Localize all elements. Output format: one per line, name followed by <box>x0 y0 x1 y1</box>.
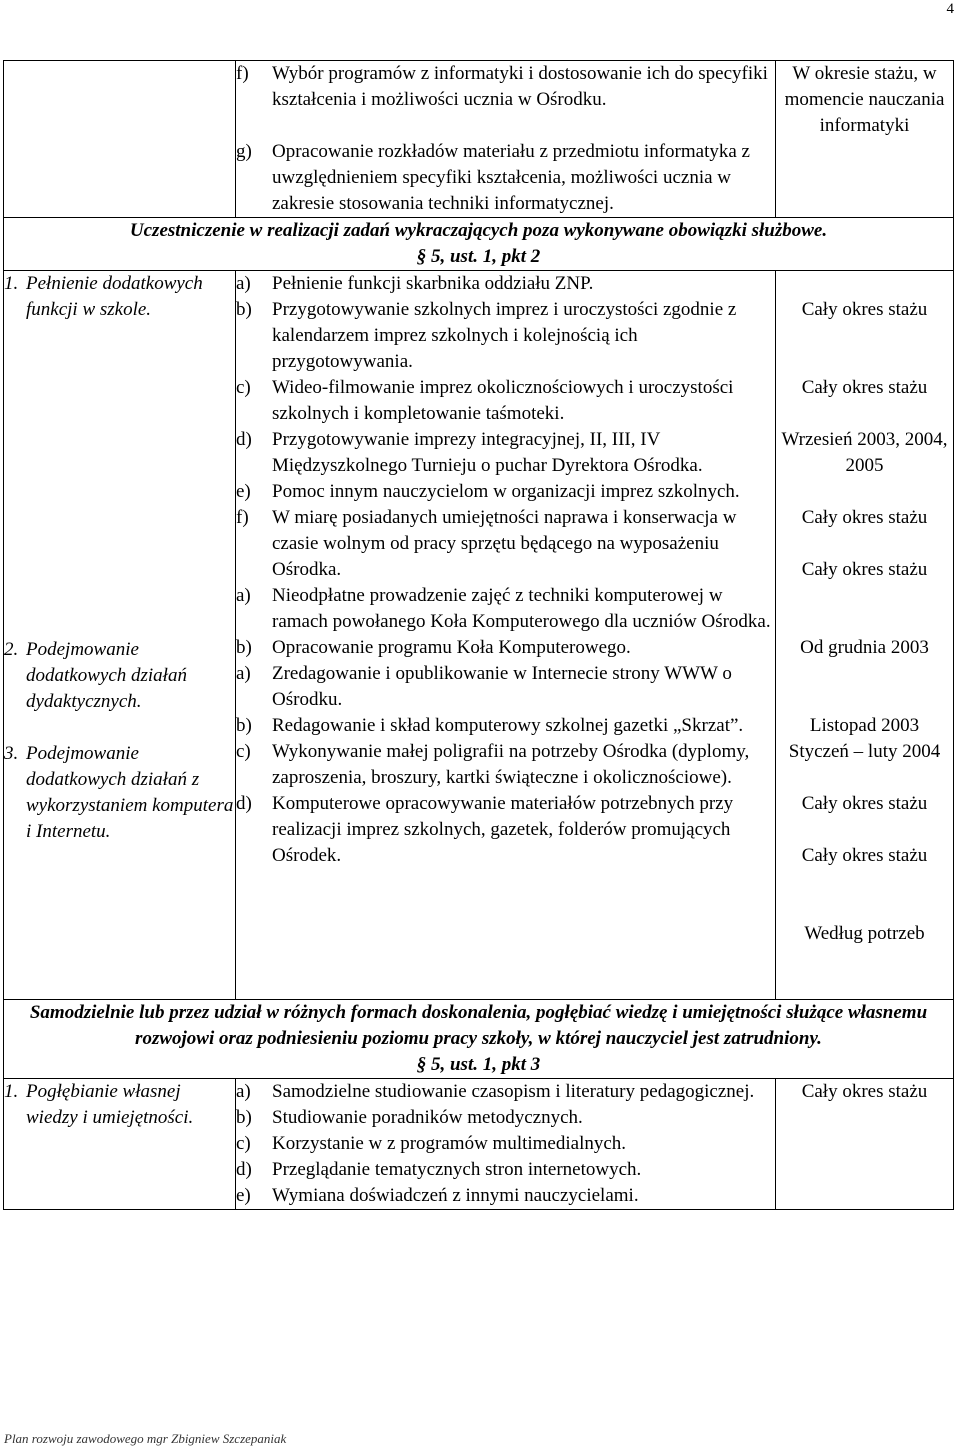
category-text: Podejmowanie dodatkowych działań z wykorzystaniem komputera i Internetu. <box>26 743 234 842</box>
task-text: Przygotowywanie szkolnych imprez i uroczystości zgodnie z kalendarzem imprez szkolnych i kolejnością ich przygotowywania. <box>272 299 737 372</box>
timeframe: Cały okres stażu <box>801 507 928 528</box>
timeframe: Cały okres stażu <box>801 793 928 814</box>
task-text: Opracowanie programu Koła Komputerowego. <box>272 637 631 658</box>
category-item <box>4 271 235 637</box>
task-text: Opracowanie rozkładów materiału z przedmiotu informatyka z uwzględnieniem specyfiki kształcenia, możliwości ucznia w zakresie stosowania techniki informatycznej. <box>272 141 750 214</box>
timeframe: Od grudnia 2003 <box>800 637 929 658</box>
continuation-category-cell <box>4 61 236 218</box>
task-letter: b) <box>236 637 252 658</box>
category-text: Pełnienie dodatkowych funkcji w szkole. <box>26 273 203 320</box>
task-item <box>236 635 775 661</box>
category-number: 1. <box>4 1081 19 1102</box>
task-letter: a) <box>236 1081 251 1102</box>
timeframe: Wrzesień 2003, 2004, 2005 <box>781 429 948 476</box>
task-text: Wymiana doświadczeń z innymi nauczycielami. <box>272 1185 639 1206</box>
task-letter: c) <box>236 377 251 398</box>
task-item <box>236 139 775 217</box>
task-item <box>236 661 775 713</box>
task-text: Nieodpłatne prowadzenie zajęć z techniki komputerowej w ramach powołanego Koła Komputerowego dla uczniów Ośrodka. <box>272 585 771 632</box>
section-title: Uczestniczenie w realizacji zadań wykraczających poza wykonywane obowiązki służbowe. <box>129 220 828 241</box>
section-header-row <box>4 1000 954 1079</box>
task-item <box>236 1157 775 1183</box>
task-letter: g) <box>236 141 252 162</box>
task-letter: a) <box>236 663 251 684</box>
category-number: 1. <box>4 273 19 294</box>
tasks-cell <box>236 1079 776 1210</box>
page-number: 4 <box>946 1 954 17</box>
task-letter: e) <box>236 1185 251 1206</box>
task-letter: f) <box>236 63 249 84</box>
category-item <box>4 1079 235 1131</box>
task-item <box>236 479 775 505</box>
task-letter: c) <box>236 1133 251 1154</box>
task-letter: b) <box>236 299 252 320</box>
timeframe: Cały okres stażu <box>801 299 928 320</box>
task-item <box>236 271 775 297</box>
task-text: Wideo-filmowanie imprez okolicznościowych i uroczystości szkolnych i kompletowanie taśmoteki. <box>272 377 734 424</box>
task-letter: a) <box>236 273 251 294</box>
task-item <box>236 61 775 113</box>
task-item <box>236 1105 775 1131</box>
document-footer: Plan rozwoju zawodowego mgr Zbigniew Szczepaniak <box>4 1431 287 1446</box>
section-content-row <box>4 271 954 1000</box>
task-letter: f) <box>236 507 249 528</box>
continuation-time-cell <box>776 61 954 218</box>
timeframe: Według potrzeb <box>804 923 925 944</box>
task-letter: c) <box>236 741 251 762</box>
task-item <box>236 375 775 427</box>
task-item <box>236 1131 775 1157</box>
category-item <box>4 637 235 741</box>
task-letter: a) <box>236 585 251 606</box>
category-number: 3. <box>4 743 19 764</box>
task-item <box>236 297 775 375</box>
task-text: Komputerowe opracowywanie materiałów potrzebnych przy realizacji imprez szkolnych, gazetek, folderów promujących Ośrodek. <box>272 793 734 866</box>
task-item <box>236 739 775 791</box>
timeframe: Listopad 2003 <box>809 715 920 736</box>
task-item <box>236 1183 775 1209</box>
timeframe: Cały okres stażu <box>801 377 928 398</box>
tasks-cell <box>236 271 776 1000</box>
task-item <box>236 583 775 635</box>
task-text: Studiowanie poradników metodycznych. <box>272 1107 583 1128</box>
category-cell <box>4 271 236 1000</box>
task-text: Pomoc innym nauczycielom w organizacji imprez szkolnych. <box>272 481 740 502</box>
task-text: Redagowanie i skład komputerowy szkolnej gazetki „Skrzat”. <box>272 715 744 736</box>
timeframe <box>776 271 953 297</box>
section-title: Samodzielnie lub przez udział w różnych formach doskonalenia, pogłębiać wiedzę i umiejętności służące własnemu rozwojowi oraz podniesieniu poziomu pracy szkoły, w której nauczyciel jest zatrudniony. <box>29 1002 928 1049</box>
timeframe-cell <box>776 271 954 1000</box>
task-text: Pełnienie funkcji skarbnika oddziału ZNP. <box>272 273 594 294</box>
timeframe: W okresie stażu, w momencie nauczania informatyki <box>784 63 945 136</box>
task-item <box>236 427 775 479</box>
section-content-row <box>4 1079 954 1210</box>
task-text: Korzystanie w z programów multimedialnych. <box>272 1133 627 1154</box>
section-header <box>4 1000 954 1079</box>
task-letter: b) <box>236 715 252 736</box>
continuation-tasks-cell <box>236 61 776 218</box>
timeframe-cell <box>776 1079 954 1210</box>
task-text: Przeglądanie tematycznych stron internetowych. <box>272 1159 642 1180</box>
section-header <box>4 218 954 271</box>
task-text: Przygotowywanie imprezy integracyjnej, II, III, IV Międzyszkolnego Turnieju o puchar Dyrektora Ośrodka. <box>272 429 703 476</box>
task-text: Samodzielne studiowanie czasopism i literatury pedagogicznej. <box>272 1081 755 1102</box>
timeframe: Styczeń – luty 2004 <box>788 741 941 762</box>
task-letter: b) <box>236 1107 252 1128</box>
task-text: Zredagowanie i opublikowanie w Internecie strony WWW o Ośrodku. <box>272 663 732 710</box>
task-text: Wybór programów z informatyki i dostosowanie ich do specyfiki kształcenia i możliwości ucznia w Ośrodku. <box>272 63 768 110</box>
task-item <box>236 505 775 583</box>
category-number: 2. <box>4 639 19 660</box>
section-paragraph-ref: § 5, ust. 1, pkt 2 <box>416 246 541 267</box>
task-item <box>236 791 775 869</box>
timeframe: Cały okres stażu <box>801 559 928 580</box>
timeframe: Cały okres stażu <box>801 1081 928 1102</box>
task-text: W miarę posiadanych umiejętności naprawa i konserwacja w czasie wolnym od pracy sprzętu będącego na wyposażeniu Ośrodka. <box>272 507 737 580</box>
task-item <box>236 1079 775 1105</box>
task-letter: d) <box>236 793 252 814</box>
development-plan-table <box>3 60 954 1210</box>
category-text: Pogłębianie własnej wiedzy i umiejętności. <box>26 1081 194 1128</box>
task-letter: e) <box>236 481 251 502</box>
task-item <box>236 713 775 739</box>
category-text: Podejmowanie dodatkowych działań dydaktycznych. <box>26 639 187 712</box>
timeframe: Cały okres stażu <box>801 845 928 866</box>
task-letter: d) <box>236 1159 252 1180</box>
continuation-row <box>4 61 954 218</box>
category-cell <box>4 1079 236 1210</box>
section-paragraph-ref: § 5, ust. 1, pkt 3 <box>416 1054 541 1075</box>
category-item <box>4 741 235 845</box>
task-text: Wykonywanie małej poligrafii na potrzeby Ośrodka (dyplomy, zaproszenia, broszury, kartki świąteczne i okolicznościowe). <box>272 741 750 788</box>
task-letter: d) <box>236 429 252 450</box>
section-header-row <box>4 218 954 271</box>
